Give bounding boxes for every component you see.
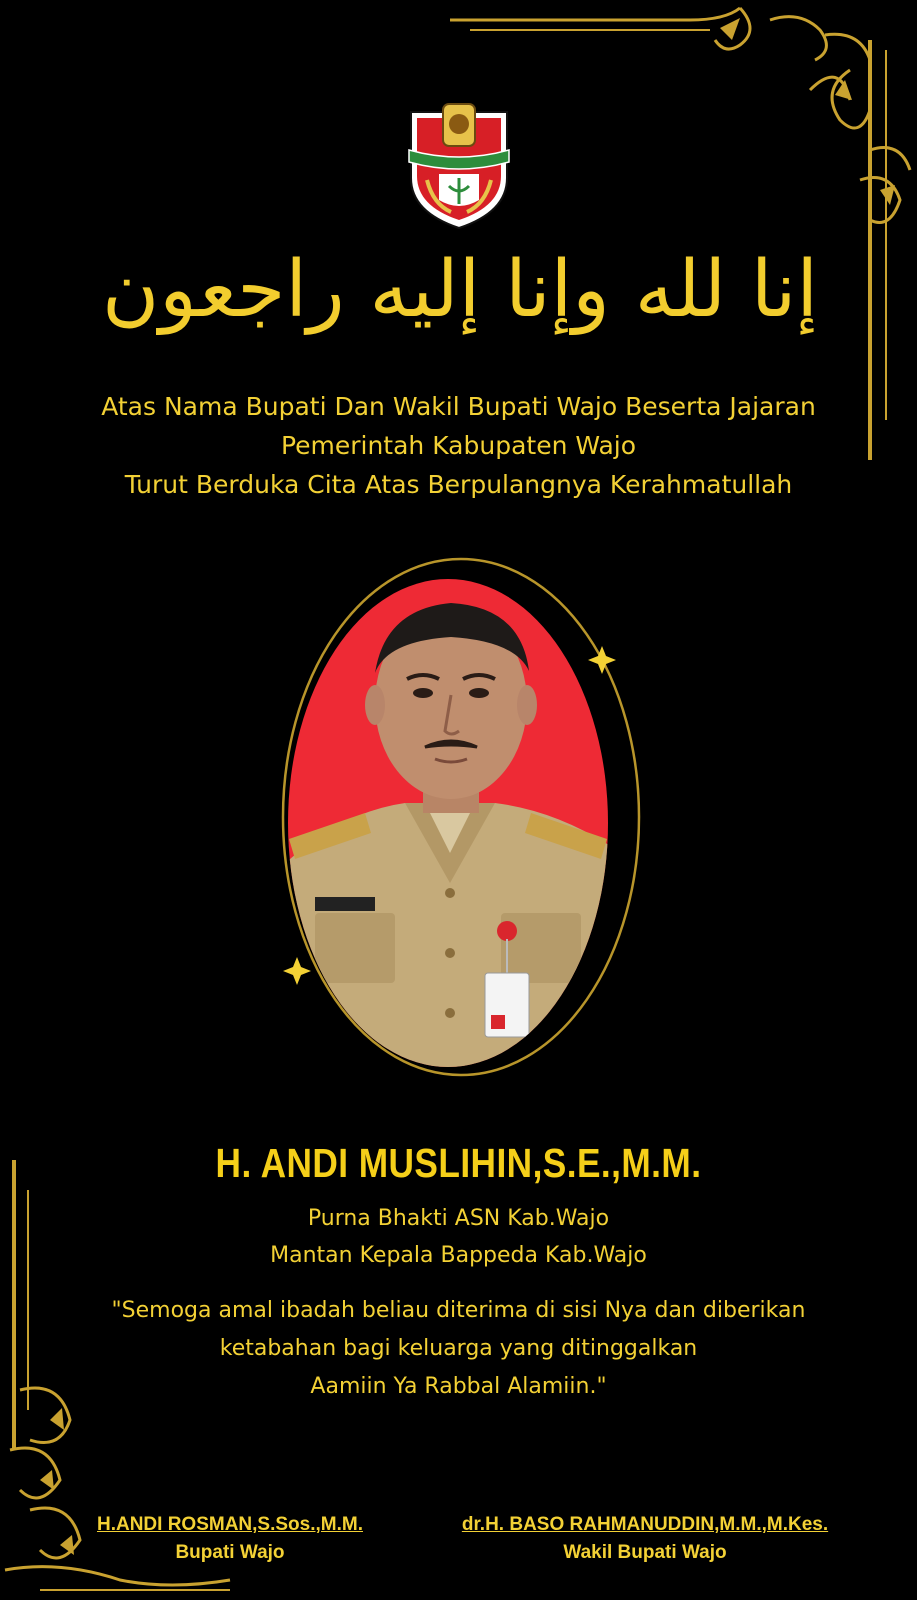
- prayer-line: "Semoga amal ibadah beliau diterima di sisi Nya dan diberikan: [111, 1298, 806, 1323]
- role-line: Mantan Kepala Bappeda Kab.Wajo: [270, 1243, 647, 1268]
- signatory-name: H.ANDI ROSMAN,S.Sos.,M.M.: [96, 1514, 363, 1535]
- sparkle-icon: [283, 957, 311, 985]
- wajo-regency-emblem-icon: [403, 100, 515, 232]
- signatory-title: Wakil Bupati Wajo: [563, 1542, 727, 1563]
- intro-line: Pemerintah Kabupaten Wajo: [280, 431, 637, 460]
- portrait-photo: [275, 553, 647, 1081]
- sparkle-icon: [588, 646, 616, 674]
- signatory-name: dr.H. BASO RAHMANUDDIN,M.M.,M.Kes.: [461, 1514, 829, 1535]
- condolence-intro: [40, 387, 877, 504]
- signatory-title: Bupati Wajo: [175, 1542, 285, 1563]
- deceased-roles: [0, 1200, 917, 1274]
- portrait-frame: [275, 553, 647, 1081]
- prayer-line: Aamiin Ya Rabbal Alamiin.": [310, 1374, 607, 1399]
- signatory-regent: [60, 1512, 400, 1568]
- intro-line: Turut Berduka Cita Atas Berpulangnya Kerahmatullah: [124, 470, 793, 499]
- intro-line: Atas Nama Bupati Dan Wakil Bupati Wajo Beserta Jajaran: [101, 392, 816, 421]
- role-line: Purna Bhakti ASN Kab.Wajo: [307, 1206, 610, 1231]
- prayer-text: [40, 1292, 877, 1406]
- prayer-line: ketabahan bagi keluarga yang ditinggalkan: [219, 1336, 698, 1361]
- signatory-vice-regent: [420, 1512, 870, 1568]
- istirja-calligraphy: إنا لله وإنا إليه راجعون: [101, 245, 819, 335]
- deceased-name: H. ANDI MUSLIHIN,S.E.,M.M.: [215, 1140, 702, 1186]
